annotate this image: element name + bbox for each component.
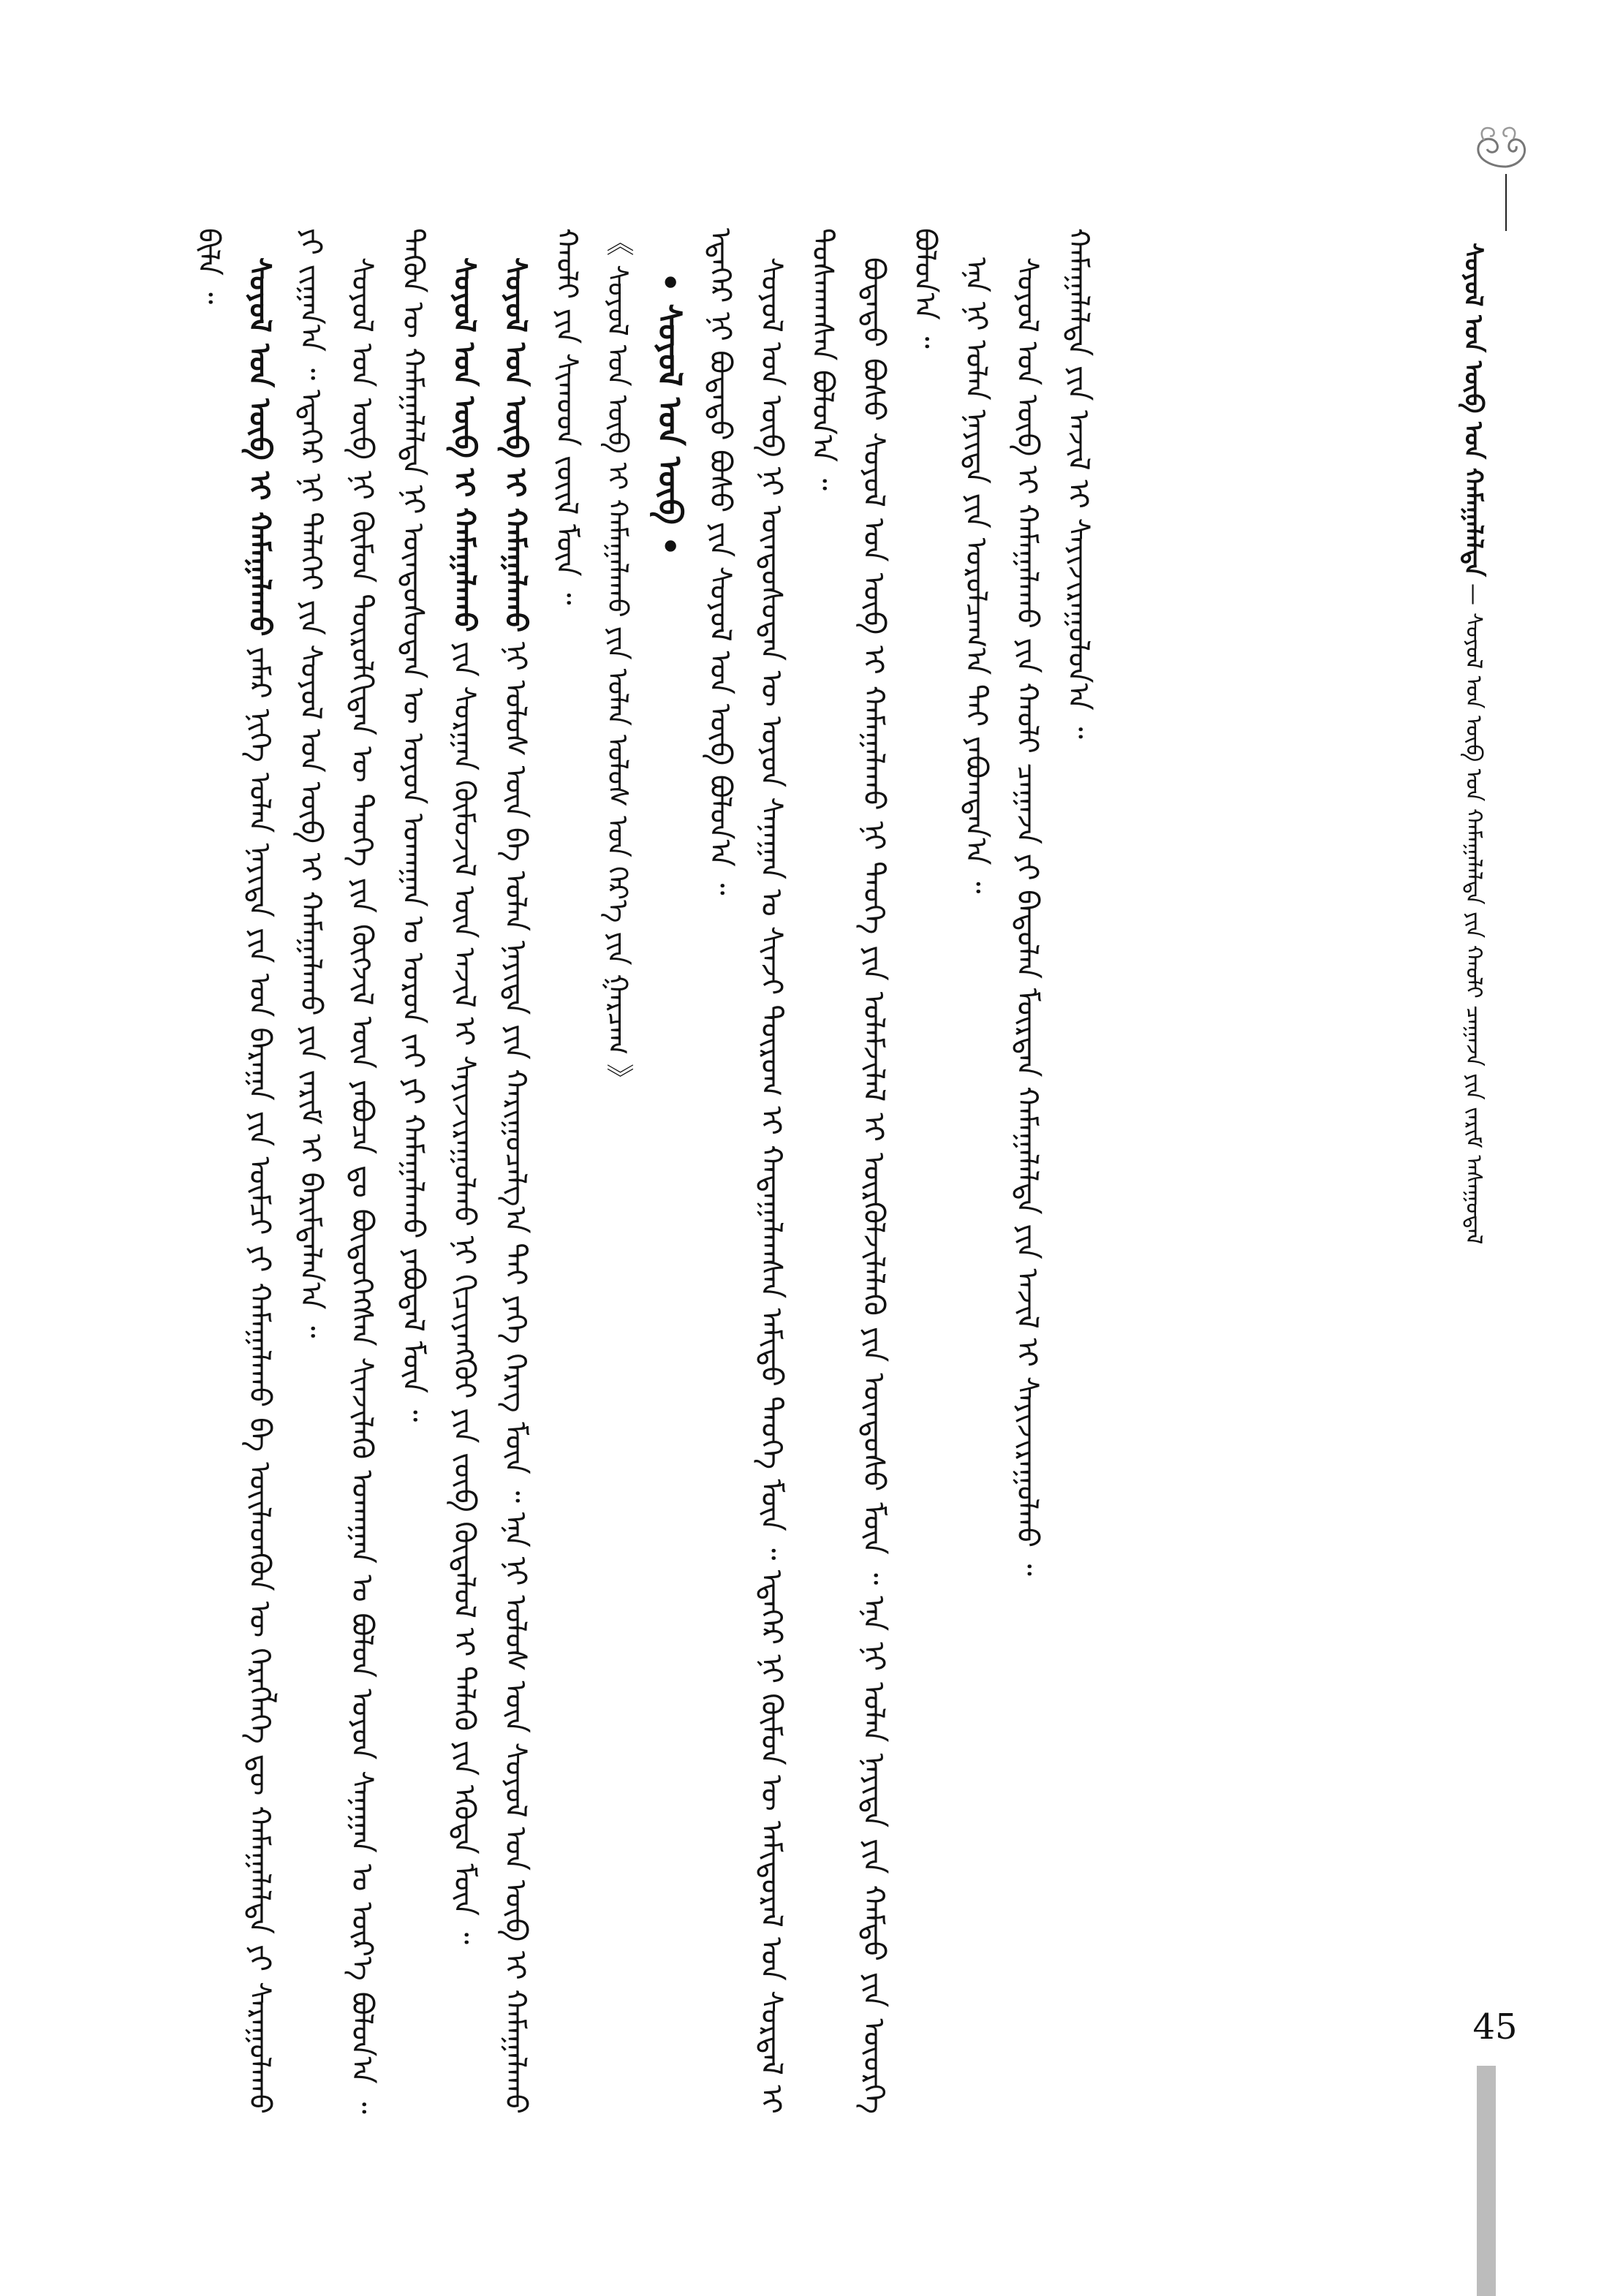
paragraph-text: ᠡᠳᠡᠭᠡᠷ ᠨᠢ ᠪᠣᠳᠠᠲᠤ ᠪᠤᠰᠤ ᠶᠢᠨ ᠰᠣᠶᠣᠯ ᠤᠨ ᠥᠪ ᠪᠣᠯᠤᠨ᠎ᠠ ᠃ bbox=[703, 228, 737, 895]
header-book-name: ᠰᠣᠶᠣᠯ ᠤᠨ ᠥᠪ ᠤᠨ ᠬᠠᠮᠠᠭᠠᠯᠠᠯᠲᠠ bbox=[1459, 243, 1488, 577]
main-text bbox=[183, 228, 1382, 2114]
paragraph-lead: ᠰᠣᠶᠣᠯ ᠤᠨ ᠥᠪ ᠢ ᠬᠠᠮᠠᠭᠠᠯᠠᠬᠤ bbox=[243, 257, 276, 637]
section-paragraph bbox=[1002, 228, 1053, 2114]
paragraph-text: ᠡᠨᠡ ᠨᠢ ᠣᠯᠠᠨ ᠨᠡᠶᠢᠲᠡ ᠶᠢᠨ ᠣᠷᠤᠯᠴᠠᠭ᠎ᠠ ᠲᠠᠢ ᠶᠠᠪᠤᠭᠳᠠᠨ᠎ᠠ ᠃ bbox=[959, 257, 993, 894]
flourish-ornament-icon bbox=[1462, 123, 1535, 174]
bullet-icon: • bbox=[651, 272, 688, 293]
running-header bbox=[1459, 243, 1546, 1251]
paragraph bbox=[439, 228, 490, 2114]
section-paragraph bbox=[695, 228, 746, 2114]
paragraph-text: ᠨᠢ ᠤᠯᠤᠰ ᠦᠨ ᠪᠠ ᠣᠯᠠᠨ ᠨᠡᠶᠢᠲᠡ ᠶᠢᠨ ᠬᠠᠷᠢᠭᠤᠴᠠᠯᠭ᠎ᠠ ᠲᠠᠢ ᠶᠡᠬᠡ ᠬᠡᠷᠡᠭ ᠮᠥᠨ ᠃ ᠡᠨᠡ ᠨᠢ ᠤᠯᠤᠰ ᠦᠨ ᠰᠣᠶᠣᠯ ᠤᠨ ᠥᠪ ᠢ ᠬᠠᠮᠠᠭᠠᠯᠠᠬᠤ ᠬᠠᠤᠯᠢ ᠶᠢᠨ ᠰᠢᠬᠤᠳ ᠵᠦᠢᠯ ᠮᠥᠨ ᠃ bbox=[499, 228, 583, 2114]
quoted-title bbox=[592, 228, 643, 2114]
header-rule bbox=[1505, 174, 1507, 231]
section-heading-text: ᠰᠣᠶᠣᠯ ᠤᠨ ᠥᠪ bbox=[651, 303, 688, 525]
section-paragraph bbox=[950, 228, 1002, 2114]
quote-text: 《 ᠰᠣᠶᠣᠯ ᠤᠨ ᠥᠪ ᠢ ᠬᠠᠮᠠᠭᠠᠯᠠᠬᠤ ᠶᠢᠨ ᠣᠯᠠᠨ ᠤᠯᠤᠰ ᠤᠨ ᠭᠡᠷ᠎ᠡ ᠶᠢᠨ ᠭᠠᠷᠴᠠᠭ 》 bbox=[602, 228, 634, 1092]
paragraph-lead: ᠰᠣᠶᠣᠯ ᠤᠨ ᠥᠪ ᠢ ᠬᠠᠮᠠᠭᠠᠯᠠᠬᠤ bbox=[499, 257, 532, 633]
bullet-icon: • bbox=[651, 535, 688, 557]
section-heading bbox=[643, 272, 695, 2114]
paragraph-text: ᠶᠢᠨ ᠰᠤᠷᠭᠠᠨ ᠬᠥᠮᠦᠵᠢᠯ ᠦᠨ ᠠᠵᠢᠯ ᠢ ᠰᠠᠶᠢᠵᠢᠷᠠᠭᠤᠯᠬᠤ ᠨᠢ ᠬᠢᠴᠢᠶᠡᠩᠭᠦᠢ ᠶᠢᠨ ᠵᠥᠪ ᠬᠥᠳᠡᠯᠦᠯ ᠢ ᠲᠡᠯᠡᠬᠦ ᠶᠢᠨ ᠡᠭᠦᠳᠡ ᠮᠥᠨ ᠃ bbox=[447, 641, 481, 1944]
paragraph-text: ᠬᠠᠮᠠᠭᠠᠯᠠᠯᠲᠠ ᠶᠢᠨ ᠠᠵᠢᠯ ᠢ ᠰᠠᠶᠢᠵᠢᠷᠠᠭᠤᠯᠤᠨ᠎ᠠ ᠃ bbox=[1062, 228, 1095, 739]
paragraph bbox=[490, 228, 592, 2114]
paragraph-text: ᠪᠢᠯᠡ ᠃ bbox=[192, 228, 225, 305]
paragraph-text: ᠰᠣᠶᠣᠯ ᠤᠨ ᠥᠪ ᠨᠢ ᠬᠦᠮᠦᠨ ᠲᠥᠷᠥᠯᠬᠢᠲᠡᠨ ᠦ ᠲᠡᠦᠬᠡ ᠶᠢᠨ ᠬᠥᠭᠵᠢᠯ ᠦᠨ ᠶᠠᠪᠤᠴᠠ ᠳᠤ ᠪᠦᠲᠦᠭᠡᠭᠰᠡᠨ ᠰᠢᠨᠵᠢᠯᠡᠬᠦ ᠤᠬᠠᠭᠠᠨ ᠤ ᠪᠣᠯᠤᠨ ᠣᠶᠤᠨ ᠰᠠᠨᠠᠭᠠᠨ ᠤ ᠦᠷ᠎ᠡ ᠪᠣᠯᠤᠨ᠎ᠠ ᠃ ᠲᠡᠭᠦᠨ ᠦ ᠬᠠᠮᠠᠭᠠᠯᠠᠯᠲᠠ ᠨᠢ ᠦᠨᠳᠦᠰᠦᠲᠡᠨ ᠦ ᠣᠶᠤᠨ ᠤᠬᠠᠭᠠᠨ ᠤ ᠣᠷᠤᠨ ᠵᠠᠢ ᠶᠢ ᠬᠠᠮᠠᠭᠠᠯᠠᠬᠤ ᠶᠠᠪᠤᠳᠠᠯ ᠮᠥᠨ ᠃ bbox=[345, 228, 430, 2114]
page-number: 45 bbox=[1472, 2007, 1518, 2047]
paragraph-text: ᠪᠣᠳᠠᠲᠤ ᠪᠤᠰᠤ ᠰᠣᠶᠣᠯ ᠤᠨ ᠥᠪ ᠢ ᠬᠠᠮᠠᠭᠠᠯᠠᠬᠤ ᠨᠢ ᠲᠡᠦᠬᠡ ᠶᠢᠨ ᠤᠯᠠᠮᠵᠢᠯᠠᠯ ᠢ ᠦᠷᠭᠦᠯᠵᠢᠯᠡᠯᠡᠬᠦ ᠶᠢᠨ ᠦᠨᠳᠦᠰᠦ ᠮᠥᠨ ᠃ ᠡᠨᠡ ᠨᠢ ᠣᠯᠠᠨ ᠨᠡᠶᠢᠲᠡ ᠶᠢᠨ ᠬᠠᠮᠲᠤ ᠶᠢᠨ ᠦᠦᠷᠭᠡ ᠪᠣᠯᠤᠨ᠎ᠠ ᠃ bbox=[857, 228, 942, 2114]
section-paragraph bbox=[1053, 228, 1104, 2114]
paragraph-text: ᠶᠠᠮᠠᠷ ᠨᠢᠭᠡ ᠣᠯᠠᠨ ᠨᠡᠶᠢᠲᠡ ᠶᠢᠨ ᠡᠳ ᠪᠠᠷᠠᠭᠠ ᠶᠢᠨ ᠥᠮᠴᠢ ᠶᠢ ᠬᠠᠮᠠᠭᠠᠯᠠᠬᠤ ᠪᠠ ᠦᠢᠯᠡᠳᠬᠦᠨ ᠦ ᠬᠡᠷᠡᠭᠯᠡᠭᠡ ᠳᠦ ᠬᠠᠮᠠᠭᠠᠯᠠᠯᠲᠠ ᠶᠢ ᠰᠠᠷᠠᠭᠤᠯᠠᠬᠤ ᠶᠢ ᠵᠢᠭᠠᠨ᠎ᠠ ᠃ ᠡᠳᠡᠭᠡᠷ ᠨᠢ ᠳᠡᠯᠡᠬᠡᠢ ᠶᠢᠨ ᠰᠣᠶᠣᠯ ᠤᠨ ᠥᠪ ᠢ ᠬᠠᠮᠠᠭᠠᠯᠠᠬᠤ ᠶᠢᠨ ᠵᠠᠷᠢᠮ ᠢ ᠪᠠᠷᠢᠮᠲᠠᠯᠠᠨ᠎ᠠ ᠃ bbox=[243, 228, 328, 2114]
header-title: ᠰᠣᠶᠣᠯ ᠤᠨ ᠥᠪ ᠤᠨ ᠬᠠᠮᠠᠭᠠᠯᠠᠯᠲᠠ ᠶᠢᠨ ᠬᠠᠤᠯᠢ ᠴᠠᠭᠠᠵᠠ ᠶᠢᠨ ᠵᠠᠷᠢᠮ ᠠᠰᠠᠭᠤᠳᠠᠯ bbox=[1461, 613, 1486, 1245]
paragraph bbox=[336, 228, 439, 2114]
header-dash: — bbox=[1461, 583, 1486, 606]
paragraph-text: ᠰᠣᠶᠣᠯ ᠤᠨ ᠥᠪ ᠢ ᠬᠠᠮᠠᠭᠠᠯᠠᠬᠤ ᠶᠢᠨ ᠬᠠᠤᠯᠢ ᠴᠠᠭᠠᠵᠠ ᠶᠢ ᠪᠠᠲᠤᠯᠠᠨ ᠮᠥᠷᠳᠡᠨ ᠬᠠᠮᠠᠭᠠᠯᠠᠯᠲᠠ ᠶᠢᠨ ᠠᠵᠢᠯ ᠢ ᠰᠠᠶᠢᠵᠢᠷᠠᠭᠤᠯᠬᠤ ᠃ bbox=[1010, 257, 1044, 1576]
paragraph-lead: ᠰᠣᠶᠣᠯ ᠤᠨ ᠥᠪ ᠢ ᠬᠠᠮᠠᠭᠠᠯᠠᠬᠤ bbox=[447, 257, 481, 632]
section-paragraph bbox=[746, 228, 848, 2114]
paragraph bbox=[183, 228, 234, 2114]
page-edge-tab bbox=[1477, 2066, 1496, 2296]
paragraph bbox=[234, 228, 336, 2114]
section-paragraph bbox=[848, 228, 950, 2114]
paragraph-text: ᠰᠣᠶᠣᠯ ᠤᠨ ᠥᠪ ᠨᠢ ᠦᠨᠳᠦᠰᠦᠲᠡᠨ ᠦ ᠣᠶᠤᠨ ᠰᠠᠨᠠᠭᠠᠨ ᠤ ᠰᠢᠨᠵᠢ ᠲᠥᠷᠦᠬ ᠢ ᠬᠠᠳᠠᠭᠠᠯᠠᠭᠰᠠᠨ ᠠᠮᠢᠳᠤ ᠲᠡᠦᠬᠡ ᠮᠥᠨ ᠃ ᠡᠳᠡᠭᠡᠷ ᠨᠢ ᠬᠦᠮᠦᠨ ᠦ ᠠᠮᠢᠳᠤᠷᠠᠯ ᠤᠨ ᠰᠤᠷᠳᠠᠯ ᠢ ᠲᠤᠰᠬᠠᠭᠰᠠᠨ ᠪᠣᠯᠤᠨ᠎ᠠ ᠃ bbox=[754, 228, 839, 2114]
